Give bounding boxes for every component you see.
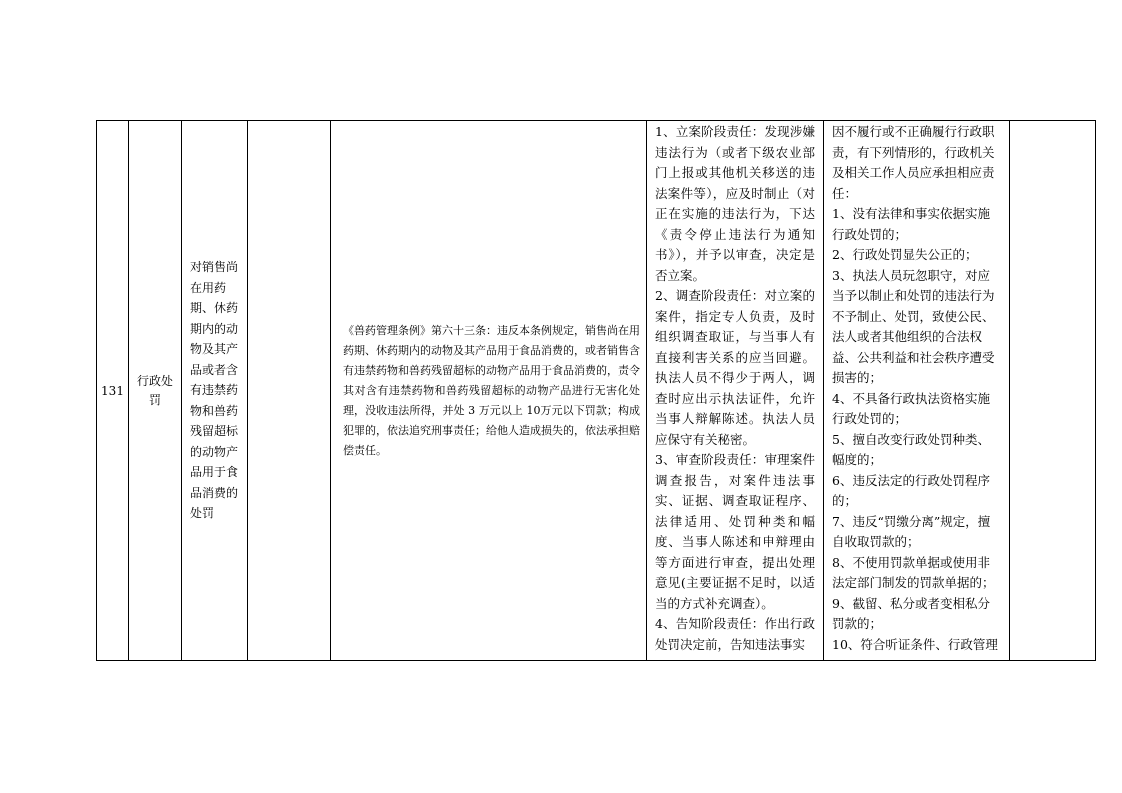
remarks-cell <box>1010 121 1096 661</box>
liability-cell <box>824 121 1010 661</box>
power-list-table <box>96 120 1096 661</box>
row-number: 131 <box>101 383 124 398</box>
legal-basis: 《兽药管理条例》第六十三条：违反本条例规定，销售尚在用药期、休药期内的动物及其产品用于食品消费的，或者销售含有违禁药物和兽药残留超标的动物产品用于食品消费的，责令其对含有违禁药物和兽药残留超标的动物产品进行无害化处理，没收违法所得，并处 3 万元以上 10万元以下罚款；构成犯罪的，依法追究刑事责任；给他人造成损失的，依法承担赔偿责任。 <box>343 323 640 457</box>
responsibility-cell <box>647 121 824 661</box>
power-type-cell <box>129 121 182 661</box>
liability-text: 因不履行或不正确履行行政职责，有下列情形的，行政机关及相关工作人员应承担相应责任： 1、没有法律和事实依据实施行政处罚的； 2、行政处罚显失公正的； 3、执法人员玩忽职守，对应当予以制止和处罚的违法行为不予制止、处罚，致使公民、法人或者其他组织的合法权益、公共利益和社会秩序遭受损害的； 4、不具备行政执法资格实施行政处罚的； 5、擅自改变行政处罚种类、幅度的； 6、违反法定的行政处罚程序的； 7、违反“罚缴分离”规定，擅自收取罚款的； 8、不使用罚款单据或使用非法定部门制发的罚款单据的； 9、截留、私分或者变相私分罚款的； 10、符合听证条件、行政管理 <box>832 124 998 652</box>
table-row <box>97 121 1096 661</box>
item-name-cell <box>182 121 248 661</box>
power-type: 行政处罚 <box>136 373 173 407</box>
responsibility-text: 1、立案阶段责任：发现涉嫌违法行为（或者下级农业部门上报或其他机关移送的违法案件等），应及时制止（对正在实施的违法行为，下达《责令停止违法行为通知书》），并予以审查，决定是否立案。 2、调查阶段责任：对立案的案件，指定专人负责，及时组织调查取证，与当事人有直接利害关系的应当回避。执法人员不得少于两人，调查时应出示执法证件，允许当事人辩解陈述。执法人员应保守有关秘密。 3、审查阶段责任：审理案件调查报告，对案件违法事实、证据、调查取证程序、法律适用、处罚种类和幅度、当事人陈述和申辩理由等方面进行审查，提出处理意见(主要证据不足时，以适当的方式补充调查）。 4、告知阶段责任：作出行政处罚决定前，告知违法事实 <box>655 124 815 652</box>
sub-item-cell <box>248 121 331 661</box>
row-number-cell <box>97 121 129 661</box>
legal-basis-cell <box>331 121 647 661</box>
item-name: 对销售尚在用药期、休药期内的动物及其产品或者含有违禁药物和兽药残留超标的动物产品用于食品消费的处罚 <box>190 260 239 521</box>
